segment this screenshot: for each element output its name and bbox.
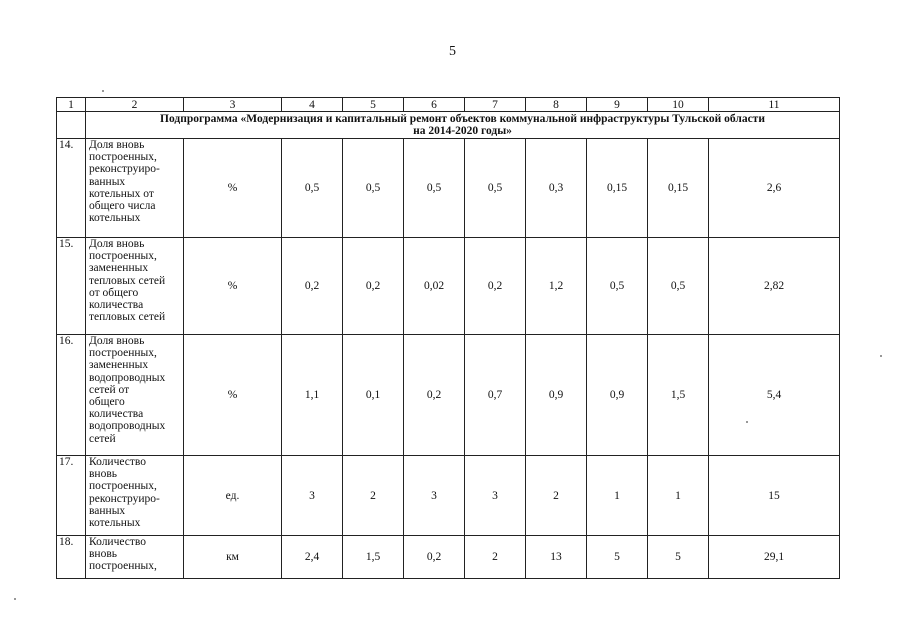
value-cell: 2: [526, 456, 587, 536]
value-cell: 13: [526, 536, 587, 579]
column-header: 2: [86, 98, 184, 112]
name-line: сетей от: [89, 383, 130, 396]
indicator-name: [86, 335, 184, 456]
value-cell: 3: [282, 456, 343, 536]
name-line: водопроводных: [89, 420, 166, 433]
name-line: сетей: [89, 432, 116, 445]
value-cell: 2: [343, 456, 404, 536]
subprogram-title-line: Подпрограмма «Модернизация и капитальный ремонт объектов коммунальной инфраструктуры Тульской области: [160, 113, 765, 125]
value-cell: 3: [404, 456, 465, 536]
name-line: Количество: [89, 456, 146, 468]
value-cell: 0,9: [587, 335, 648, 456]
column-header: 7: [465, 98, 526, 112]
name-line: котельных: [89, 517, 141, 530]
name-line: реконструиро-: [89, 163, 160, 176]
indicator-name: [86, 238, 184, 335]
name-line: построенных,: [89, 151, 157, 164]
table-row: [57, 456, 840, 536]
value-cell: 1,1: [282, 335, 343, 456]
value-cell: 0,5: [404, 139, 465, 238]
name-line: общего числа: [89, 200, 156, 213]
value-cell: 0,5: [343, 139, 404, 238]
scan-speck: [746, 421, 748, 423]
value-cell: 0,2: [404, 536, 465, 579]
total-cell: 2,82: [709, 238, 840, 335]
value-cell: 1,5: [648, 335, 709, 456]
table-row: [57, 335, 840, 456]
scan-speck: [102, 90, 104, 92]
scan-speck: [14, 598, 16, 600]
total-cell: 15: [709, 456, 840, 536]
value-cell: 2: [465, 536, 526, 579]
name-line: вновь: [89, 548, 118, 561]
name-line: Количество: [89, 536, 146, 548]
name-line: ванных: [89, 175, 126, 188]
empty-cell: [57, 112, 86, 139]
value-cell: 0,15: [587, 139, 648, 238]
total-cell: 5,4: [709, 335, 840, 456]
column-header: 8: [526, 98, 587, 112]
unit-cell: %: [184, 238, 282, 335]
table-row: [57, 139, 840, 238]
name-line: реконструиро-: [89, 492, 160, 505]
column-header: 3: [184, 98, 282, 112]
name-line: построенных,: [89, 560, 157, 573]
value-cell: 0,2: [465, 238, 526, 335]
name-line: ванных: [89, 504, 126, 517]
indicator-name: [86, 536, 184, 579]
value-cell: 3: [465, 456, 526, 536]
value-cell: 0,15: [648, 139, 709, 238]
value-cell: 0,2: [282, 238, 343, 335]
indicator-name: [86, 139, 184, 238]
subprogram-row: [57, 112, 840, 139]
name-line: от общего: [89, 286, 139, 299]
indicators-table: [56, 97, 840, 579]
value-cell: 0,5: [282, 139, 343, 238]
value-cell: 1,5: [343, 536, 404, 579]
name-line: котельных от: [89, 187, 154, 200]
value-cell: 0,9: [526, 335, 587, 456]
subprogram-title-line: на 2014-2020 годы»: [413, 125, 512, 137]
value-cell: 0,5: [465, 139, 526, 238]
column-header: 10: [648, 98, 709, 112]
value-cell: 0,3: [526, 139, 587, 238]
name-line: построенных,: [89, 347, 157, 360]
column-header: 5: [343, 98, 404, 112]
scan-speck: [880, 355, 882, 357]
subprogram-title: [86, 112, 840, 139]
indicator-name: [86, 456, 184, 536]
value-cell: 0,2: [404, 335, 465, 456]
name-line: тепловых сетей: [89, 274, 166, 287]
row-number: 14.: [57, 139, 86, 238]
name-line: замененных: [89, 359, 149, 372]
column-header: 6: [404, 98, 465, 112]
row-number: 18.: [57, 536, 86, 579]
value-cell: 5: [587, 536, 648, 579]
value-cell: 0,02: [404, 238, 465, 335]
value-cell: 2,4: [282, 536, 343, 579]
name-line: Доля вновь: [89, 335, 145, 347]
unit-cell: ед.: [184, 456, 282, 536]
name-line: построенных,: [89, 480, 157, 493]
total-cell: 29,1: [709, 536, 840, 579]
column-header: 11: [709, 98, 840, 112]
value-cell: 0,7: [465, 335, 526, 456]
name-line: вновь: [89, 468, 118, 481]
unit-cell: %: [184, 335, 282, 456]
table-row: [57, 536, 840, 579]
unit-cell: км: [184, 536, 282, 579]
name-line: количества: [89, 299, 144, 312]
name-line: замененных: [89, 262, 149, 275]
value-cell: 0,2: [343, 238, 404, 335]
value-cell: 1: [648, 456, 709, 536]
name-line: общего: [89, 396, 125, 409]
column-header: 4: [282, 98, 343, 112]
row-number: 17.: [57, 456, 86, 536]
name-line: Доля вновь: [89, 238, 145, 250]
table-row: [57, 238, 840, 335]
name-line: Доля вновь: [89, 139, 145, 151]
column-header: 9: [587, 98, 648, 112]
value-cell: 0,5: [648, 238, 709, 335]
value-cell: 0,1: [343, 335, 404, 456]
name-line: котельных: [89, 212, 141, 225]
unit-cell: %: [184, 139, 282, 238]
name-line: водопроводных: [89, 371, 166, 384]
value-cell: 1,2: [526, 238, 587, 335]
total-cell: 2,6: [709, 139, 840, 238]
page-number: 5: [449, 44, 456, 59]
row-number: 15.: [57, 238, 86, 335]
column-header: 1: [57, 98, 86, 112]
value-cell: 1: [587, 456, 648, 536]
column-number-header-row: [57, 98, 840, 112]
name-line: количества: [89, 408, 144, 421]
value-cell: 5: [648, 536, 709, 579]
value-cell: 0,5: [587, 238, 648, 335]
row-number: 16.: [57, 335, 86, 456]
name-line: тепловых сетей: [89, 311, 166, 324]
name-line: построенных,: [89, 250, 157, 263]
